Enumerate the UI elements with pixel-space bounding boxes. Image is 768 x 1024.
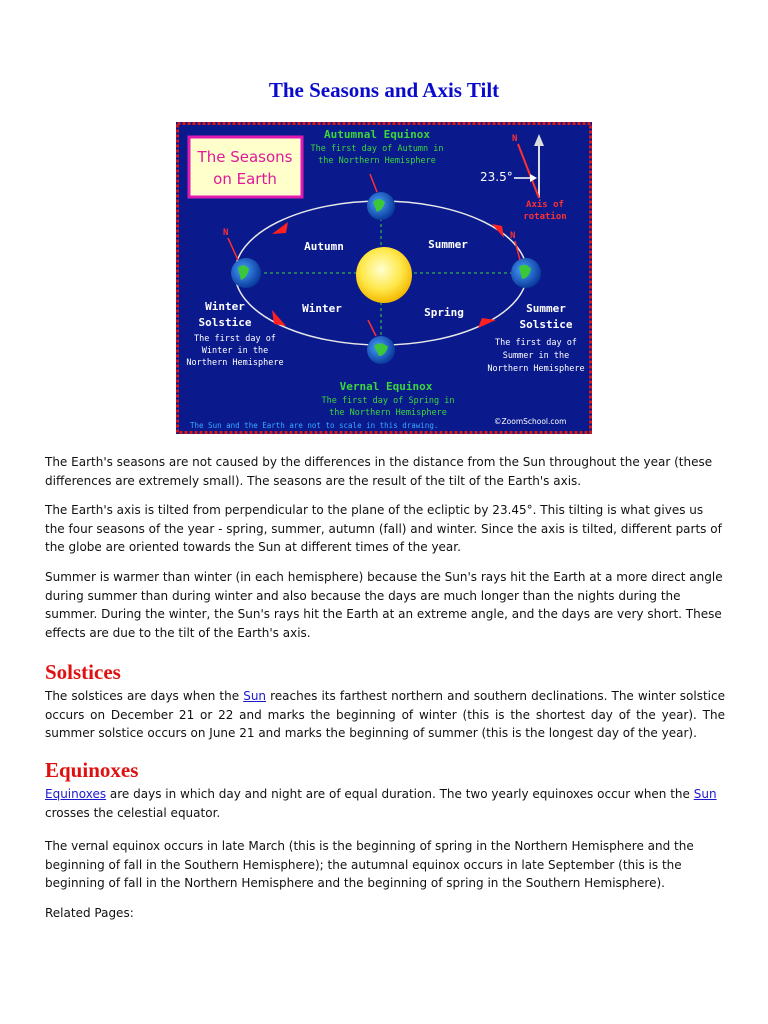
paragraph-equinoxes [45, 785, 725, 822]
solstices-text-before: The solstices are days when the [45, 689, 244, 703]
equinoxes-text-mid: are days in which day and night are of equal duration. The two yearly equinoxes occur when the [106, 787, 694, 801]
summer-desc1: The first day of [495, 338, 577, 348]
heading-solstices: Solstices [45, 660, 121, 684]
paragraph-solstices [45, 687, 725, 743]
paragraph-axis-tilt: The Earth's axis is tilted from perpendicular to the plane of the ecliptic by 23.45°. This tilting is what gives us the four seasons of the year - spring, summer, autumn (fall) and winter. Since the axis is tilted, different parts of the globe are oriented towards the Sun at different times of the year. [45, 503, 722, 554]
season-winter: Winter [302, 302, 342, 315]
summer-solstice-line2: Solstice [519, 318, 573, 331]
autumnal-title: Autumnal Equinox [324, 128, 430, 141]
equinoxes-link[interactable]: Equinoxes [45, 787, 107, 801]
sun [356, 247, 412, 303]
tilt-label: 23.5° [480, 170, 513, 184]
related-pages-label: Related Pages: [45, 906, 134, 920]
vernal-title: Vernal Equinox [339, 380, 433, 393]
page-title: The Seasons and Axis Tilt [268, 78, 500, 102]
paragraph-seasons-cause: The Earth's seasons are not caused by the differences in the distance from the Sun throughout the year (these differences are extremely small). The seasons are the result of the tilt of the Earth's axis. [45, 455, 713, 488]
winter-desc1: The first day of [194, 334, 276, 344]
north-label-winter: N [223, 228, 229, 238]
equinoxes-text-after: crosses the celestial equator. [45, 805, 221, 820]
autumnal-desc1: The first day of Autumn in [310, 144, 444, 154]
winter-desc2: Winter in the [201, 346, 269, 356]
season-summer: Summer [428, 238, 468, 251]
paragraph-vernal-autumnal: The vernal equinox occurs in late March (this is the beginning of spring in the Northern Hemisphere and the beginning of fall in the Southern Hemisphere); the autumnal equinox occurs in late September (this is the beginning of fall in the Northern Hemisphere and the beginning of spring in the Southern Hemisphere). [45, 839, 694, 890]
season-autumn: Autumn [304, 240, 344, 253]
winter-solstice-line1: Winter [205, 300, 245, 313]
winter-solstice-line2: Solstice [198, 316, 252, 329]
season-spring: Spring [424, 306, 464, 319]
seasons-diagram [176, 122, 592, 434]
summer-solstice-line1: Summer [526, 302, 566, 315]
axis-label1: Axis of [526, 200, 564, 210]
winter-desc3: Northern Hemisphere [186, 358, 284, 368]
paragraph-summer-winter: Summer is warmer than winter (in each hemisphere) because the Sun's rays hit the Earth at a more direct angle during summer than during winter and also because the days are much longer than the nights during the summer. During the winter, the Sun's rays hit the Earth at an extreme angle, and the days are very short. These effects are due to the tilt of the Earth's axis. [45, 570, 723, 640]
scale-note: The Sun and the Earth are not to scale in this drawing. [190, 421, 439, 430]
vernal-desc2: the Northern Hemisphere [329, 408, 447, 418]
summer-desc2: Summer in the [502, 351, 570, 361]
badge-line1: The Seasons [197, 148, 293, 166]
solstices-text-after: reaches its farthest northern and southern declinations. The winter solstice occurs on December 21 or 22 and marks the beginning of winter (this is the shortest day of the year). The summer solstice occurs on June 21 and marks the beginning of summer (this is the longest day of the year). [45, 689, 725, 740]
heading-equinoxes: Equinoxes [45, 758, 139, 782]
autumnal-desc2: the Northern Hemisphere [318, 156, 436, 166]
axis-label2: rotation [523, 212, 567, 222]
sun-link-equinox[interactable]: Sun [693, 787, 717, 801]
vernal-desc1: The first day of Spring in [321, 396, 455, 406]
badge-line2: on Earth [213, 170, 277, 188]
seasons-badge [189, 137, 302, 197]
summer-desc3: Northern Hemisphere [487, 364, 585, 374]
credit: ©ZoomSchool.com [494, 417, 567, 426]
north-label-summer: N [510, 231, 516, 241]
sun-link[interactable]: Sun [243, 689, 267, 703]
north-label-top: N [512, 134, 518, 144]
